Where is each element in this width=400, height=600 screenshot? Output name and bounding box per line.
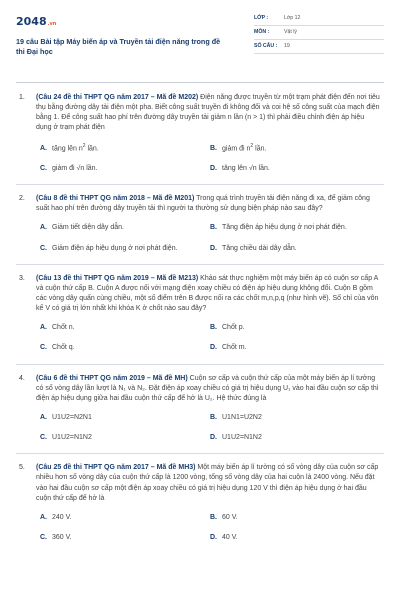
option-letter: D.: [210, 434, 217, 442]
question-divider: [16, 364, 384, 365]
question-source: (Câu 6 đề thi THPT QG năm 2019 – Mã đề MH): [36, 374, 188, 382]
question-number: 2.: [19, 195, 25, 203]
question-source: (Câu 8 đề thi THPT QG năm 2018 – Mã đề M201): [36, 195, 195, 203]
option-letter: A.: [40, 224, 47, 232]
meta-row-count: [254, 40, 384, 54]
option-text: giảm đi n: [222, 144, 251, 152]
question-number: 3.: [19, 274, 25, 282]
option-letter: D.: [210, 244, 217, 252]
question-body: Điện năng được truyền từ một trạm phát điện đến nơi tiêu thụ bằng đường dây tải điện một pha. Biết công suất truyền đi không đổi và coi hệ số công suất của mạch điện bằng 1. Để công suất hao phí trên đường dây truyền tải giảm n lần (n > 1) thì phải điều chỉnh điện áp hiệu dụng ở trạm phát điện: [36, 94, 380, 132]
option-text: Tăng điện áp hiệu dụng ở nơi phát điện.: [222, 224, 347, 232]
option-text: Tăng chiều dài dây dẫn.: [222, 244, 297, 252]
option-a[interactable]: [40, 413, 210, 423]
meta-value: Lớp 12: [284, 14, 301, 21]
answer-options: [36, 413, 380, 443]
question-number: 4.: [19, 374, 25, 382]
option-b[interactable]: [210, 223, 380, 233]
option-c[interactable]: [40, 533, 210, 543]
question-divider: [16, 264, 384, 265]
option-b[interactable]: [210, 143, 380, 154]
option-letter: C.: [40, 244, 47, 252]
option-a[interactable]: [40, 513, 210, 523]
answer-options: [36, 143, 380, 175]
option-superscript: 2: [82, 142, 86, 149]
option-letter: A.: [40, 414, 47, 421]
answer-options: [36, 223, 380, 253]
option-text: Chốt m.: [222, 344, 247, 352]
meta-row-class: [254, 12, 384, 26]
meta-row-subject: [254, 26, 384, 40]
meta-key: SỐ CÂU :: [254, 42, 278, 49]
option-b[interactable]: [210, 323, 380, 333]
question-1: [16, 93, 384, 174]
option-text: U1U2=N1N2: [52, 434, 92, 442]
option-letter: B.: [210, 144, 217, 152]
option-text: giảm đi √n lần.: [52, 165, 98, 173]
option-letter: C.: [40, 434, 47, 442]
question-divider: [16, 453, 384, 454]
meta-value: 19: [284, 42, 290, 49]
option-letter: A.: [40, 324, 47, 332]
option-text: U1U2=N1N2: [222, 434, 262, 442]
question-5: [16, 463, 384, 543]
option-letter: B.: [210, 224, 217, 232]
question-2: [16, 194, 384, 254]
option-letter: A.: [40, 513, 47, 521]
meta-table: [254, 12, 384, 54]
option-d[interactable]: [210, 343, 380, 353]
option-text: Giảm tiết diện dây dẫn.: [52, 224, 124, 232]
meta-key: LỚP :: [254, 14, 269, 21]
question-body: Một máy biến áp lí tưởng có số vòng dây của cuộn sơ cấp nhiều hơn số vòng dây của cuộn thứ cấp là 1200 vòng, tổng số vòng dây của hai cuộn là 2400 vòng. Nếu đặt vào hai đầu cuộn sơ cấp một điện áp xoay chiều có giá trị hiệu dụng 120 V thì điện áp hiệu dụng ở hai đầu cuộn thứ cấp để hở là: [36, 464, 379, 502]
option-text: 360 V.: [52, 533, 72, 541]
question-body: Trong quá trình truyền tải điện năng đi xa, để giảm công suất hao phí trên đường dây truyền tải thì người ta thường sử dụng biện pháp nào sau đây?: [36, 195, 370, 213]
option-letter: B.: [210, 513, 217, 521]
logo-tld: .vn: [47, 21, 57, 27]
option-letter: B.: [210, 324, 217, 332]
logo-main: 2048: [16, 15, 47, 28]
option-text: tăng lên n: [52, 144, 83, 152]
option-letter: D.: [210, 533, 217, 541]
option-text: 40 V.: [222, 533, 238, 541]
option-text: Chốt q.: [52, 344, 75, 352]
option-c[interactable]: [40, 164, 210, 174]
option-c[interactable]: [40, 343, 210, 353]
option-text: 240 V.: [52, 513, 72, 521]
answer-options: [36, 323, 380, 353]
question-text: [36, 274, 380, 315]
option-letter: C.: [40, 533, 47, 541]
question-4: [16, 374, 384, 444]
option-letter: D.: [210, 165, 217, 173]
option-letter: C.: [40, 165, 47, 173]
question-number: 5.: [19, 464, 25, 472]
option-text: 60 V.: [222, 513, 238, 521]
question-source: (Câu 24 đề thi THPT QG năm 2017 – Mã đề M202): [36, 94, 199, 101]
question-text: [36, 374, 380, 404]
option-text: U1U2=N2N1: [52, 414, 92, 421]
site-logo[interactable]: [16, 14, 226, 30]
option-a[interactable]: [40, 223, 210, 233]
question-body: Khảo sát thực nghiệm một máy biến áp có cuộn sơ cấp A và cuộn thứ cấp B. Cuộn A được nối với mạng điện xoay chiều có điện áp hiệu dụng không đổi. Cuộn B gồm các vòng dây quấn cùng chiều, một số điểm trên B được nối ra các chốt m,n,p,q (như hình vẽ). Số chỉ của vôn kế V có giá trị lớn nhất khi khóa K ở chốt nào sau đây?: [36, 274, 379, 313]
meta-value: Vật lý: [284, 28, 297, 35]
option-text: U1N1=U2N2: [222, 414, 262, 421]
question-number: 1.: [19, 94, 25, 101]
option-tail: lần.: [85, 144, 99, 152]
header-left: [16, 10, 226, 56]
meta-key: MÔN :: [254, 28, 270, 35]
document-title: 19 câu Bài tập Máy biến áp và Truyền tải điện năng trong đề thi Đại học: [16, 36, 221, 56]
option-a[interactable]: [40, 143, 210, 154]
question-body: Cuộn sơ cấp và cuộn thứ cấp của một máy biến áp lí tưởng có số vòng dây lần lượt là N₁ và N₂. Đặt điện áp xoay chiều có giá trị hiệu dụng U₁ vào hai đầu cuộn sơ cấp thì điện áp hiệu dụng giữa hai đầu cuộn thứ cấp để hở là U₂. Hệ thức đúng là: [36, 374, 379, 402]
document-header: [16, 10, 384, 62]
option-d[interactable]: [210, 433, 380, 443]
option-text: tăng lên √n lần.: [222, 165, 270, 173]
question-text: [36, 463, 380, 504]
question-3: [16, 274, 384, 354]
answer-options: [36, 513, 380, 543]
option-text: Chốt n.: [52, 324, 75, 332]
option-letter: D.: [210, 344, 217, 352]
question-text: [36, 93, 380, 134]
question-source: (Câu 25 đề thi THPT QG năm 2017 – Mã đề MH3): [36, 464, 196, 472]
option-a[interactable]: [40, 323, 210, 333]
option-letter: C.: [40, 344, 47, 352]
option-text: Giảm điện áp hiệu dụng ở nơi phát điện.: [52, 244, 178, 252]
option-c[interactable]: [40, 433, 210, 443]
option-letter: B.: [210, 414, 217, 421]
question-source: (Câu 13 đề thi THPT QG năm 2019 – Mã đề M213): [36, 274, 199, 282]
option-superscript: 2: [250, 142, 254, 149]
option-tail: lần.: [253, 144, 267, 152]
option-b[interactable]: [210, 513, 380, 523]
option-d[interactable]: [210, 164, 380, 174]
question-divider: [16, 184, 384, 185]
option-c[interactable]: [40, 244, 210, 254]
option-letter: A.: [40, 144, 47, 152]
question-text: [36, 194, 380, 214]
option-d[interactable]: [210, 533, 380, 543]
option-d[interactable]: [210, 244, 380, 254]
option-b[interactable]: [210, 413, 380, 423]
option-text: Chốt p.: [222, 324, 245, 332]
